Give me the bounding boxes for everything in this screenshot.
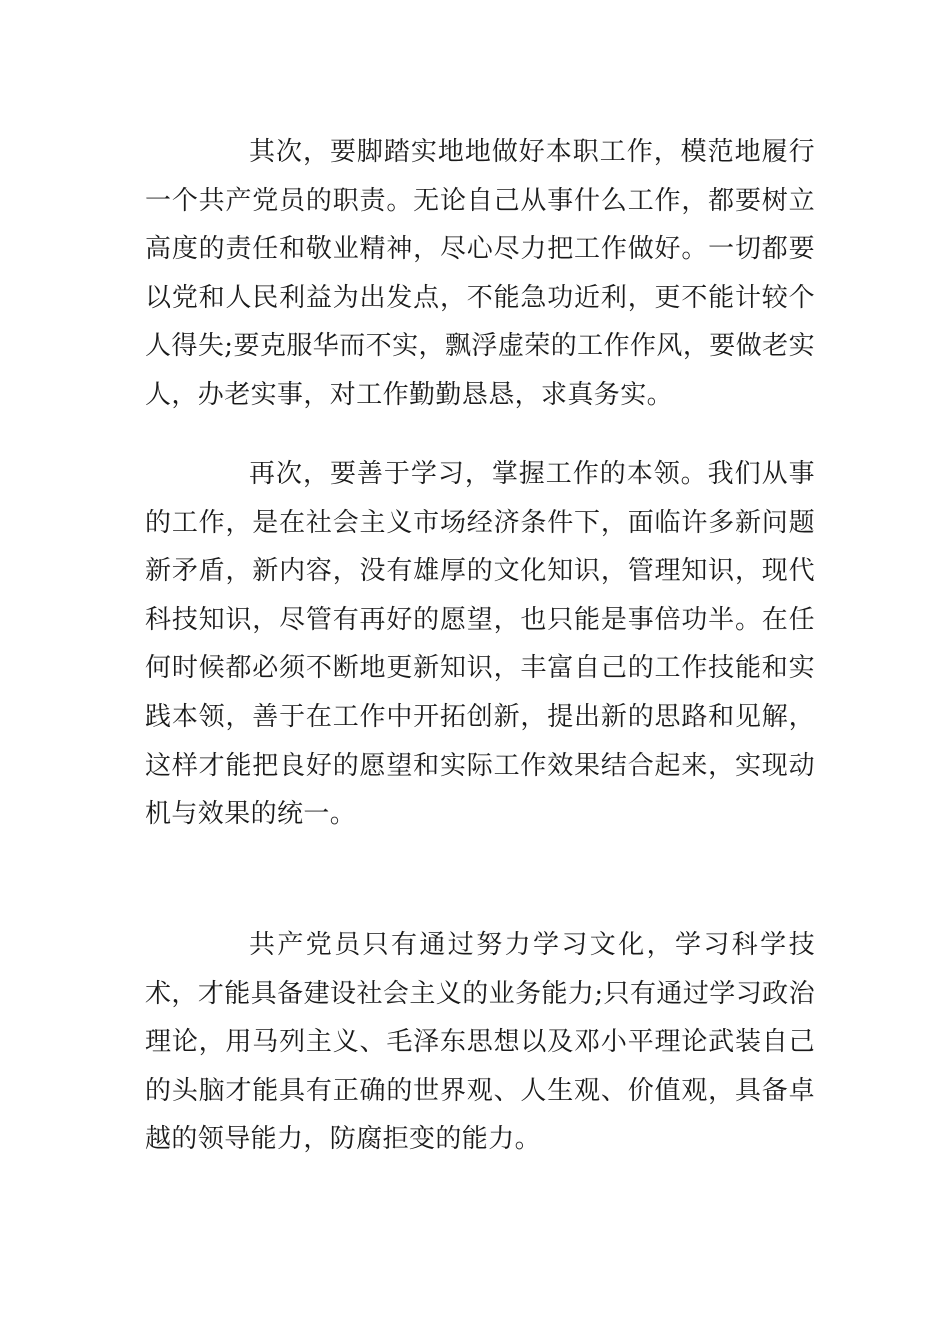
paragraph-learning-skills: 再次，要善于学习，掌握工作的本领。我们从事的工作，是在社会主义市场经济条件下，面临许多新问题新矛盾，新内容，没有雄厚的文化知识，管理知识，现代科技知识，尽管有再好的愿望，也只能是事倍功半。在任何时候都必须不断地更新知识，丰富自己的工作技能和实践本领，善于在工作中开拓创新，提出新的思路和见解，这样才能把良好的愿望和实际工作效果结合起来，实现动机与效果的统一。 bbox=[145, 459, 815, 830]
paragraph-party-member-study: 共产党员只有通过努力学习文化，学习科学技术，才能具备建设社会主义的业务能力;只有通过学习政治理论，用马列主义、毛泽东思想以及邓小平理论武装自己的头脑才能具有正确的世界观、人生观、价值观，具备卓越的领导能力，防腐拒变的能力。 bbox=[145, 930, 815, 1155]
paragraph-diligent-work: 其次，要脚踏实地地做好本职工作，模范地履行一个共产党员的职责。无论自己从事什么工作，都要树立高度的责任和敬业精神，尽心尽力把工作做好。一切都要以党和人民利益为出发点，不能急功近利，更不能计较个人得失;要克服华而不实，飘浮虚荣的工作作风，要做老实人，办老实事，对工作勤勤恳恳，求真务实。 bbox=[145, 137, 815, 410]
